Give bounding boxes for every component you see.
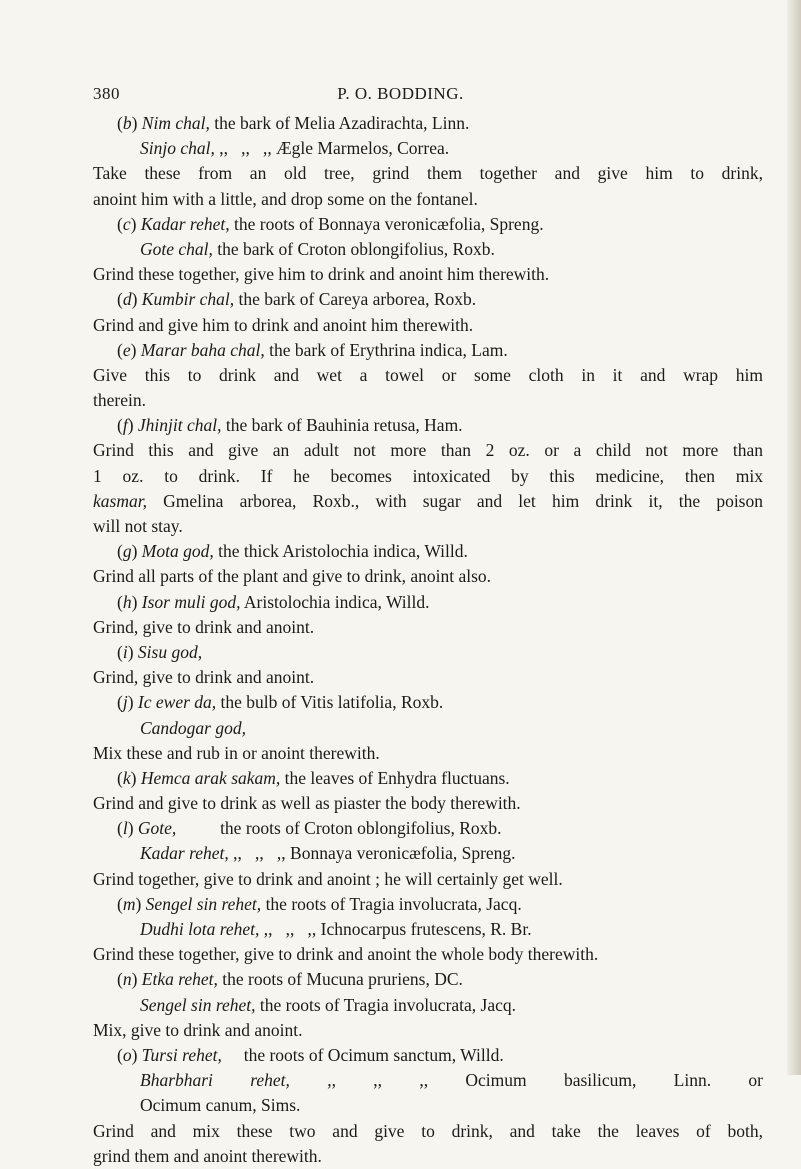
santali-term: Sengel sin rehet,	[145, 893, 262, 914]
line-text: the bark of Careya arborea, Roxb.	[234, 289, 477, 310]
santali-term: Etka rehet,	[141, 969, 218, 990]
text-line	[93, 388, 763, 413]
item-paren: )	[131, 541, 142, 562]
item-paren: )	[130, 339, 141, 360]
santali-term: Sinjo chal,	[140, 138, 215, 159]
santali-term: Hemca arak sakam,	[140, 767, 281, 788]
text-line	[93, 338, 763, 363]
text-line	[93, 136, 763, 161]
text-line	[93, 967, 763, 992]
item-letter: n	[122, 969, 132, 990]
item-paren: )	[127, 641, 138, 662]
text-line	[93, 590, 763, 615]
line-text: Grind all parts of the plant and give to drink, anoint also.	[93, 566, 492, 587]
line-text: the roots of Tragia involucrata, Jacq.	[261, 893, 522, 914]
line-text: will not stay.	[93, 516, 183, 536]
santali-term: Candogar god,	[140, 717, 246, 738]
item-letter: f	[122, 415, 128, 436]
line-text: Grind and give to drink as well as piaster the body therewith.	[93, 793, 521, 814]
item-letter: o	[122, 1044, 132, 1065]
text-line	[93, 841, 763, 866]
santali-term: Dudhi lota rehet,	[140, 919, 260, 939]
line-text: Grind these together, give him to drink and anoint him therewith.	[93, 264, 550, 285]
text-line	[93, 766, 763, 791]
item-paren: )	[127, 415, 138, 436]
item-letter: k	[122, 767, 131, 788]
item-letter: b	[122, 113, 132, 133]
text-line	[93, 1068, 763, 1093]
text-line	[93, 489, 763, 514]
text-line	[93, 640, 763, 665]
santali-term: Sengel sin rehet,	[140, 994, 256, 1015]
line-text: the bulb of Vitis latifolia, Roxb.	[216, 692, 444, 713]
item-paren: )	[127, 818, 138, 839]
line-text: 1 oz. to drink. If he becomes intoxicated by this medicine, then mix	[93, 465, 763, 486]
line-text: ,, ,, ,, Bonnaya veronicæfolia, Spreng.	[228, 843, 516, 864]
item-letter: l	[122, 818, 128, 839]
item-paren: )	[131, 289, 142, 310]
line-text: the roots of Mucuna pruriens, DC.	[217, 969, 463, 990]
santali-term: Kadar rehet,	[140, 843, 229, 864]
santali-term: Tursi rehet,	[141, 1044, 222, 1065]
text-line	[93, 464, 763, 489]
santali-term: Gote,	[137, 818, 177, 839]
item-letter: g	[122, 541, 132, 562]
santali-term: Ic ewer da,	[137, 692, 217, 713]
text-line	[93, 791, 763, 816]
line-text: Grind, give to drink and anoint.	[93, 616, 315, 637]
item-paren: (	[117, 339, 123, 360]
line-text: Aristolochia indica, Willd.	[240, 591, 430, 612]
line-text: Grind and mix these two and give to drink, and take the leaves of both,	[93, 1120, 763, 1141]
item-paren: )	[130, 767, 141, 788]
text-line	[93, 438, 763, 463]
line-text: therein.	[93, 390, 146, 411]
text-line	[93, 615, 763, 640]
item-paren: (	[117, 692, 123, 713]
text-line	[93, 262, 763, 287]
santali-term: Nim chal,	[141, 113, 210, 133]
line-text: ,, ,, ,, Ægle Marmelos, Correa.	[214, 138, 450, 159]
item-paren: (	[117, 415, 123, 436]
santali-term: Bharbhari rehet,	[140, 1070, 290, 1091]
line-text: the roots of Ocimum sanctum, Willd.	[221, 1044, 504, 1065]
page-header	[0, 84, 801, 108]
line-text: the thick Aristolochia indica, Willd.	[213, 541, 468, 562]
text-line	[93, 1018, 763, 1043]
line-text: ,, ,, ,, Ocimum basilicum, Linn. or	[289, 1070, 763, 1091]
text-line	[93, 413, 763, 438]
text-line	[93, 917, 763, 942]
body-text	[93, 111, 763, 1169]
item-paren: )	[131, 113, 142, 133]
text-line	[93, 237, 763, 262]
line-text: the roots of Tragia involucrata, Jacq.	[255, 994, 517, 1015]
item-paren: (	[117, 818, 123, 839]
item-paren: )	[131, 591, 142, 612]
santali-term: Mota god,	[141, 541, 214, 562]
line-text: the bark of Croton oblongifolius, Roxb.	[212, 238, 495, 259]
line-text: the leaves of Enhydra fluctuans.	[280, 767, 510, 788]
item-letter: d	[122, 289, 132, 310]
text-line	[93, 111, 763, 136]
santali-term: Jhinjit chal,	[137, 415, 222, 436]
item-paren: (	[117, 767, 123, 788]
santali-term: Kadar rehet,	[140, 213, 230, 234]
item-paren: )	[130, 213, 141, 234]
item-letter: h	[122, 591, 132, 612]
text-line	[93, 741, 763, 766]
text-line	[93, 287, 763, 312]
text-line	[93, 690, 763, 715]
item-letter: m	[122, 893, 136, 914]
item-paren: (	[117, 969, 123, 990]
text-line	[93, 514, 763, 539]
line-text: Grind this and give an adult not more than 2 oz. or a child not more than	[93, 440, 763, 461]
item-letter: e	[122, 339, 131, 360]
item-paren: )	[127, 692, 138, 713]
text-line	[93, 363, 763, 388]
text-line	[93, 1093, 763, 1118]
text-line	[93, 187, 763, 212]
text-line	[93, 942, 763, 967]
santali-term: kasmar,	[93, 490, 147, 511]
text-line	[93, 161, 763, 186]
item-paren: )	[131, 969, 142, 990]
line-text: Grind together, give to drink and anoint ; he will certainly get well.	[93, 868, 563, 889]
item-paren: (	[117, 213, 123, 234]
santali-term: Kumbir chal,	[141, 289, 235, 310]
line-text: Ocimum canum, Sims.	[140, 1095, 301, 1116]
item-letter: i	[122, 641, 128, 662]
santali-term: Isor muli god,	[141, 591, 241, 612]
line-text: ,, ,, ,, Ichnocarpus frutescens, R. Br.	[259, 919, 532, 939]
line-text: Gmelina arborea, Roxb., with sugar and let him drink it, the poison	[146, 490, 763, 511]
santali-term: Marar baha chal,	[140, 339, 265, 360]
text-line	[93, 993, 763, 1018]
running-head: P. O. BODDING.	[337, 84, 464, 103]
line-text: the bark of Bauhinia retusa, Ham.	[221, 415, 463, 436]
item-paren: )	[135, 893, 146, 914]
item-paren: (	[117, 113, 123, 133]
text-line	[93, 212, 763, 237]
santali-term: Sisu god,	[137, 641, 203, 662]
line-text: Grind these together, give to drink and anoint the whole body therewith.	[93, 944, 599, 965]
text-line	[93, 816, 763, 841]
text-line	[93, 1119, 763, 1144]
line-text: the roots of Croton oblongifolius, Roxb.	[176, 818, 502, 839]
page-edge	[787, 0, 801, 1075]
line-text: the bark of Melia Azadirachta, Linn.	[209, 113, 470, 133]
text-line	[93, 564, 763, 589]
line-text: Grind, give to drink and anoint.	[93, 667, 315, 688]
text-line	[93, 1144, 763, 1169]
text-line	[93, 1043, 763, 1068]
text-line	[93, 716, 763, 741]
line-text: Mix these and rub in or anoint therewith.	[93, 742, 380, 763]
item-paren: (	[117, 541, 123, 562]
item-letter: j	[122, 692, 128, 713]
item-paren: (	[117, 893, 123, 914]
item-letter: c	[122, 213, 131, 234]
item-paren: (	[117, 1044, 123, 1065]
line-text: grind them and anoint therewith.	[93, 1145, 322, 1166]
text-line	[93, 539, 763, 564]
item-paren: (	[117, 289, 123, 310]
text-line	[93, 892, 763, 917]
item-paren: )	[131, 1044, 142, 1065]
page-number: 380	[93, 84, 120, 103]
text-line	[93, 867, 763, 892]
line-text: Grind and give him to drink and anoint him therewith.	[93, 314, 474, 335]
santali-term: Gote chal,	[140, 238, 213, 259]
line-text: Give this to drink and wet a towel or some cloth in it and wrap him	[93, 364, 763, 385]
line-text: the roots of Bonnaya veronicæfolia, Spreng.	[229, 213, 544, 234]
line-text: the bark of Erythrina indica, Lam.	[264, 339, 508, 360]
line-text: anoint him with a little, and drop some on the fontanel.	[93, 188, 478, 209]
line-text: Mix, give to drink and anoint.	[93, 1019, 303, 1040]
text-line	[93, 665, 763, 690]
line-text: Take these from an old tree, grind them together and give him to drink,	[93, 163, 763, 184]
text-line	[93, 313, 763, 338]
item-paren: (	[117, 641, 123, 662]
item-paren: (	[117, 591, 123, 612]
